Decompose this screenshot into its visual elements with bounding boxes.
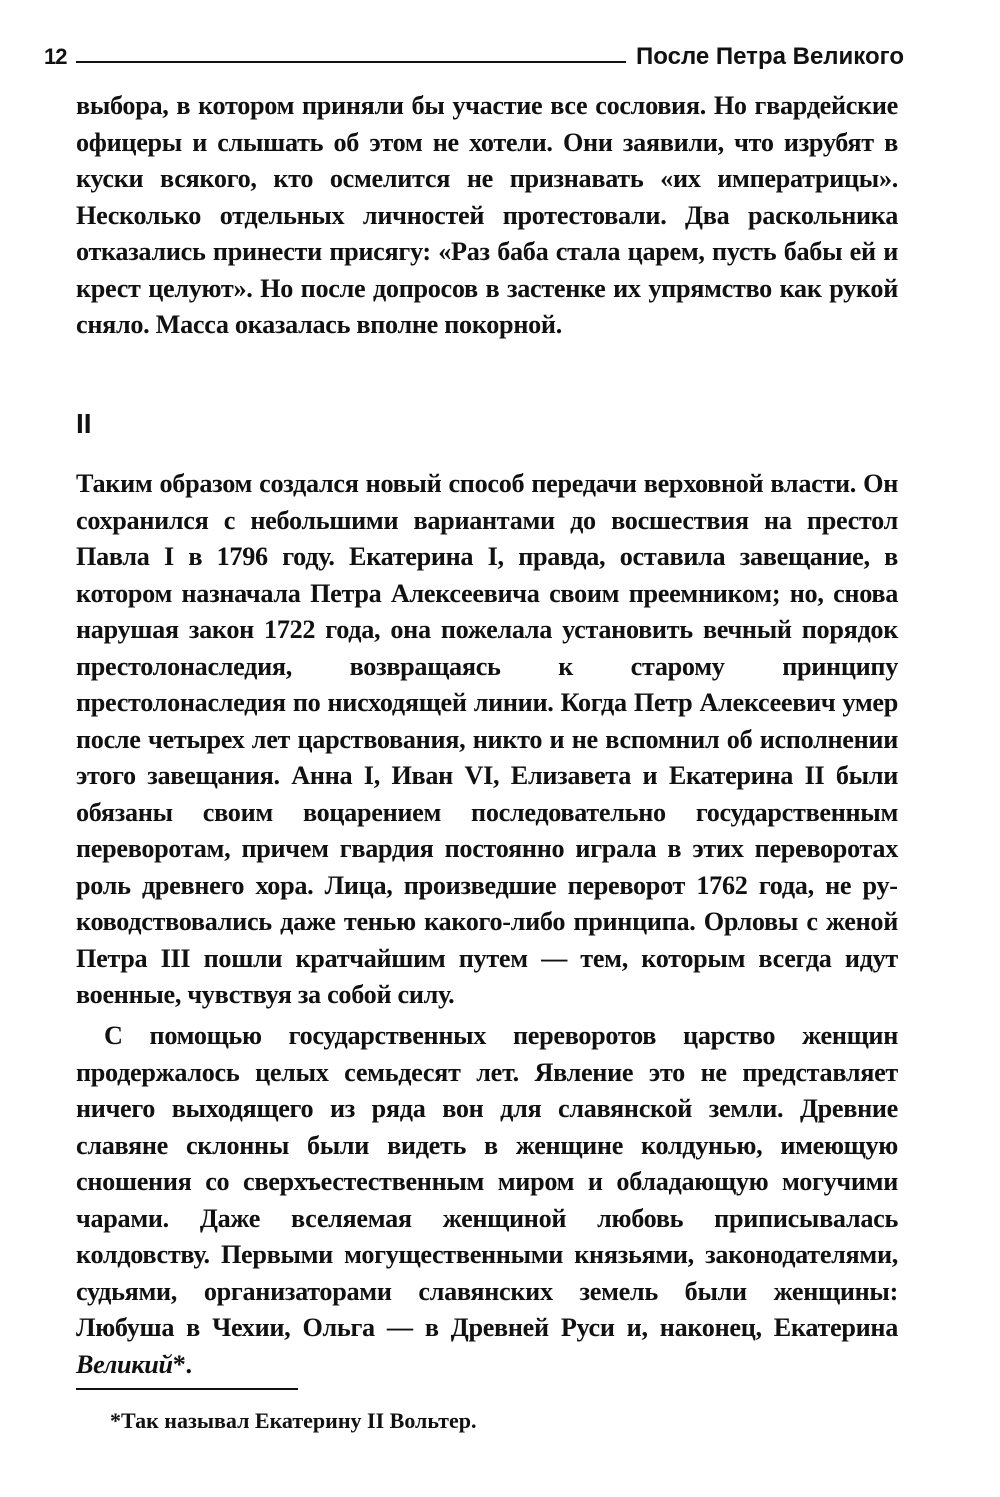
footnote-rule: [76, 1388, 298, 1390]
running-title: После Петра Великого: [636, 43, 904, 70]
paragraph-3-text: С помощью государственных переворотов царство женщин продержалось целых семьдесят лет. Явление это не представляет ничего выходящего из ряда вон для славянской земли. Древние славяне склонны были видеть в женщине колдунью, имеющую сношения со сверхъестественным миром и обладающую могучими чарами. Даже вселяемая женщиной любовь приписывалась колдовству. Первыми могущественными князьями, законодателями, судьями, организаторами славянских земель были женщины: Любуша в Чехии, Ольга — в Древней Руси и, наконец, Екатерина: [76, 1021, 898, 1342]
emphasis-velikiy: Великий: [76, 1349, 173, 1379]
paragraph-3: [76, 1018, 898, 1383]
footnote: *Так называл Екатерину II Вольтер.: [110, 1408, 477, 1433]
page-header: [44, 40, 904, 74]
footnote-marker: *.: [172, 1349, 192, 1379]
paragraph-2: Таким образом создался новый способ передачи верховной власти. Он сохранился с небольшими вариантами до восшествия на престол Павла I в 1796 году. Екатерина I, правда, оставила завещание, в котором назначала Петра Алексеевича своим преемником; но, снова нарушая закон 1722 года, она пожелала установить вечный порядок престолонаследия, возвращаясь к старому принципу престолонаследия по нисходящей линии. Когда Петр Алексеевич умер после четырех лет царствования, никто и не вспомнил об исполнении этого завещания. Анна I, Иван VI, Елизавета и Екатерина II были обязаны своим воцарением последовательно государственным переворотам, причем гвардия постоянно играла в этих переворотах роль древнего хора. Лица, произведшие переворот 1762 года, не руководствовались даже тенью какого-либо принципа. Орловы с женой Петра III пошли кратчайшим путем — тем, которым всегда идут военные, чувствуя за собой силу.: [76, 469, 898, 1009]
header-rule: [76, 61, 626, 63]
paragraph-1: выбора, в котором приняли бы участие все сословия. Но гвардейские офицеры и слышать об этом не хотели. Они заявили, что изрубят в куски всякого, кто осмелится не признавать «их императрицы». Несколько отдельных личностей протестовали. Два раскольника отказались принести присягу: «Раз баба стала царем, пусть бабы ей и крест целуют». Но после допросов в застенке их упрямство как рукой сняло. Масса оказалась вполне покорной.: [76, 91, 898, 339]
page-number: 12: [44, 44, 67, 69]
section-marker: II: [76, 408, 92, 439]
